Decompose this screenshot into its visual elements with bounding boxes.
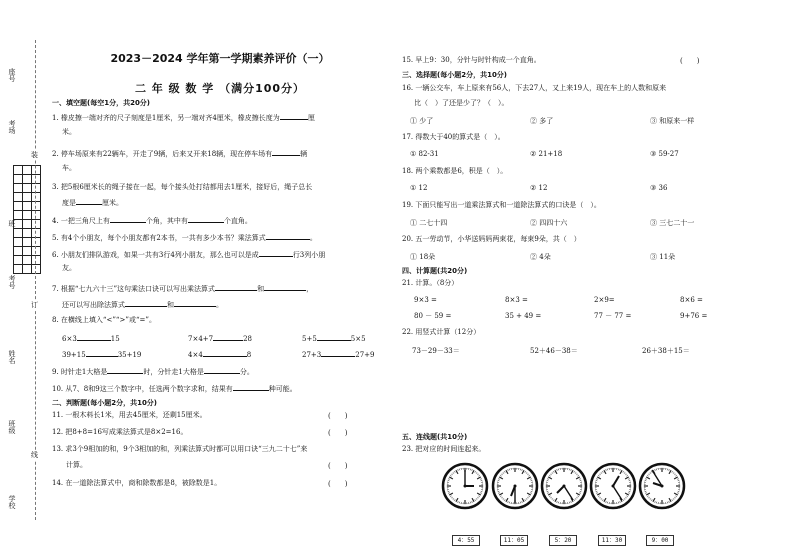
answer-blank[interactable]: [321, 349, 355, 357]
question-11: 11. 一根木料长1米，用去45厘米，还剩15厘米。: [52, 411, 207, 419]
binding-dashed-line: [35, 40, 36, 520]
time-tag[interactable]: 5：20: [549, 535, 577, 546]
time-tag[interactable]: 9：00: [646, 535, 674, 546]
question-4: 4. 一把三角尺上有 个角，其中有 个直角。: [52, 217, 252, 225]
clock-face-1[interactable]: [441, 462, 489, 510]
answer-paren[interactable]: ( ): [328, 480, 348, 488]
school-label: 学校: [8, 495, 16, 509]
time-tag[interactable]: 11：05: [500, 535, 528, 546]
question-15: 15. 早上9：30，分针与时针构成一个直角。: [402, 56, 541, 64]
question-2-cont: 车。: [62, 164, 76, 172]
answer-paren[interactable]: ( ): [328, 462, 348, 470]
calc-item: 8×3 =: [505, 296, 528, 304]
question-16: 16. 一辆公交车，车上原来有56人，下去27人，又上来19人，现在车上的人数和原来: [402, 84, 667, 92]
option-1[interactable]: ① 18朵: [410, 253, 436, 261]
answer-blank[interactable]: [107, 366, 143, 374]
compare-item: 6×3 15: [62, 335, 120, 343]
clock-face-2[interactable]: [491, 462, 539, 510]
exam-no-label: 考号: [8, 275, 16, 289]
question-3-cont: 度是 厘米。: [62, 199, 123, 207]
question-21: 21. 计算。（8分）: [402, 279, 459, 287]
answer-blank[interactable]: [280, 112, 308, 120]
option-1[interactable]: ① 二七十四: [410, 219, 448, 227]
question-14: 14. 在一道除法算式中，商和除数都是8，被除数是1。: [52, 479, 222, 487]
calc-item: 9+76 =: [680, 312, 708, 320]
question-5: 5. 有4个小朋友，每个小朋友都有2本书，一共有多少本书？乘法算式 。: [52, 234, 317, 242]
answer-blank[interactable]: [233, 383, 269, 391]
option-3[interactable]: ③ 三七二十一: [650, 219, 695, 227]
class-small-label: 班: [8, 220, 16, 227]
time-tag[interactable]: 4：55: [452, 535, 480, 546]
option-1[interactable]: ① 82-31: [410, 150, 439, 158]
question-7-cont: 还可以写出除法算式 和 。: [62, 301, 223, 309]
binding-strip: [0, 0, 48, 549]
answer-paren[interactable]: ( ): [680, 57, 700, 65]
room-label: 考场: [8, 120, 16, 134]
section-choice: 三、选择题(每小题2分，共10分): [402, 71, 508, 79]
question-19: 19. 下面只能写出一道乘法算式和一道除法算式的口诀是（ ）。: [402, 201, 601, 209]
exam-subtitle: 二 年 级 数 学 （满分100分）: [134, 82, 306, 95]
option-3[interactable]: ③ 59-27: [650, 150, 679, 158]
calc-item: 2×9=: [594, 296, 615, 304]
vertical-calc-item: 73－29－33＝: [412, 347, 460, 355]
seat-label: 座号: [8, 68, 16, 82]
answer-blank[interactable]: [317, 333, 351, 341]
exam-number-grid[interactable]: [14, 166, 41, 274]
answer-blank[interactable]: [174, 299, 216, 307]
question-12: 12. 把8+8=16写成乘法算式是8×2=16。: [52, 428, 188, 436]
answer-blank[interactable]: [215, 283, 257, 291]
class-label: 班级: [8, 420, 16, 434]
option-2[interactable]: ② 多了: [530, 117, 554, 125]
question-18: 18. 两个乘数都是6，积是（ ）。: [402, 167, 508, 175]
answer-blank[interactable]: [203, 349, 247, 357]
vertical-calc-item: 26＋38＋15＝: [642, 347, 690, 355]
option-2[interactable]: ② 21+18: [530, 150, 563, 158]
answer-blank[interactable]: [264, 283, 306, 291]
option-3[interactable]: ③ 36: [650, 184, 668, 192]
question-6: 6. 小朋友们排队游戏，如果一共有3行4列小朋友，那么也可以是成 行3列小朋: [52, 251, 326, 259]
question-1: 1. 橡皮擦一端对齐的尺子刻度是1厘米，另一端对齐4厘米，橡皮擦长度为 厘: [52, 114, 315, 122]
answer-blank[interactable]: [204, 366, 240, 374]
compare-item: 27+3 27+9: [302, 351, 375, 359]
section-true-false: 二、判断题(每小题2分，共10分): [52, 399, 158, 407]
question-10: 10. 从7、8和9这三个数字中，任选两个数字求和，结果有 种可能。: [52, 385, 297, 393]
question-22: 22. 用竖式计算（12分）: [402, 328, 481, 336]
answer-blank[interactable]: [272, 148, 300, 156]
compare-item: 7×4+7 28: [188, 335, 253, 343]
question-2: 2. 停车场原来有22辆车，开走了9辆，后来又开来18辆，现在停车场有 辆: [52, 150, 308, 158]
section-calculation: 四、计算题(共20分): [402, 267, 468, 275]
question-6-cont: 友。: [62, 264, 76, 272]
calc-item: 9×3 =: [414, 296, 437, 304]
answer-paren[interactable]: ( ): [328, 412, 348, 420]
question-23: 23. 把对应的时间连起来。: [402, 445, 486, 453]
answer-blank[interactable]: [76, 197, 102, 205]
section-fill-blank: 一、填空题(每空1分，共20分): [52, 99, 151, 107]
answer-blank[interactable]: [266, 232, 310, 240]
cut-mark: 装: [31, 151, 38, 159]
answer-blank[interactable]: [110, 215, 146, 223]
question-13-cont: 计算。: [66, 461, 87, 469]
question-1-cont: 米。: [62, 128, 76, 136]
answer-blank[interactable]: [188, 215, 224, 223]
option-2[interactable]: ② 四四十六: [530, 219, 568, 227]
compare-item: 4×4 8: [188, 351, 252, 359]
section-matching: 五、连线题(共10分): [402, 433, 468, 441]
question-3: 3. 把5根6厘米长的绳子接在一起，每个接头处打结都用去1厘米，接好后，绳子总长: [52, 183, 313, 191]
compare-item: 39+15 35+19: [62, 351, 142, 359]
calc-item: 80 － 59 =: [414, 312, 452, 320]
question-13: 13. 求3个9相加的和，9个3相加的和，列乘法算式时都可以用口诀“三九二十七”来: [52, 445, 308, 453]
answer-blank[interactable]: [213, 333, 243, 341]
clock-face-5[interactable]: [638, 462, 686, 510]
answer-blank[interactable]: [259, 249, 293, 257]
question-7: 7. 根据“七九六十三”这句乘法口诀可以写出乘法算式 和 ，: [52, 285, 314, 293]
cut-mark: 订: [31, 301, 38, 309]
answer-blank[interactable]: [77, 333, 111, 341]
question-16-cont: 比（ ）了还是少了？（ ）。: [414, 99, 509, 107]
vertical-calc-item: 52＋46－38＝: [530, 347, 578, 355]
option-1[interactable]: ① 12: [410, 184, 428, 192]
name-label: 姓名: [8, 350, 16, 364]
option-2[interactable]: ② 12: [530, 184, 548, 192]
compare-item: 5+5 5×5: [302, 335, 366, 343]
option-2[interactable]: ② 4朵: [530, 253, 551, 261]
option-3[interactable]: ③ 11朵: [650, 253, 676, 261]
calc-item: 8×6 =: [680, 296, 703, 304]
answer-paren[interactable]: ( ): [328, 429, 348, 437]
cut-mark: 线: [31, 451, 38, 459]
option-3[interactable]: ③ 和原来一样: [650, 117, 695, 125]
clock-face-3[interactable]: [540, 462, 588, 510]
question-9: 9. 时针走1大格是 时，分针走1大格是 分。: [52, 368, 254, 376]
question-17: 17. 得数大于40的算式是（ ）。: [402, 133, 505, 141]
option-1[interactable]: ① 少了: [410, 117, 434, 125]
exam-title: 2023－2024 学年第一学期素养评价（一）: [110, 52, 330, 65]
question-8: 8. 在横线上填入“<”“>”或“=”。: [52, 316, 156, 324]
question-20: 20. 五一劳动节，小华送妈妈两束花，每束9朵，共（ ）: [402, 235, 581, 243]
calc-item: 77 － 77 =: [594, 312, 632, 320]
answer-blank[interactable]: [86, 349, 118, 357]
time-tag[interactable]: 11：30: [598, 535, 626, 546]
clock-face-4[interactable]: [589, 462, 637, 510]
answer-blank[interactable]: [125, 299, 167, 307]
calc-item: 35 + 49 =: [505, 312, 542, 320]
